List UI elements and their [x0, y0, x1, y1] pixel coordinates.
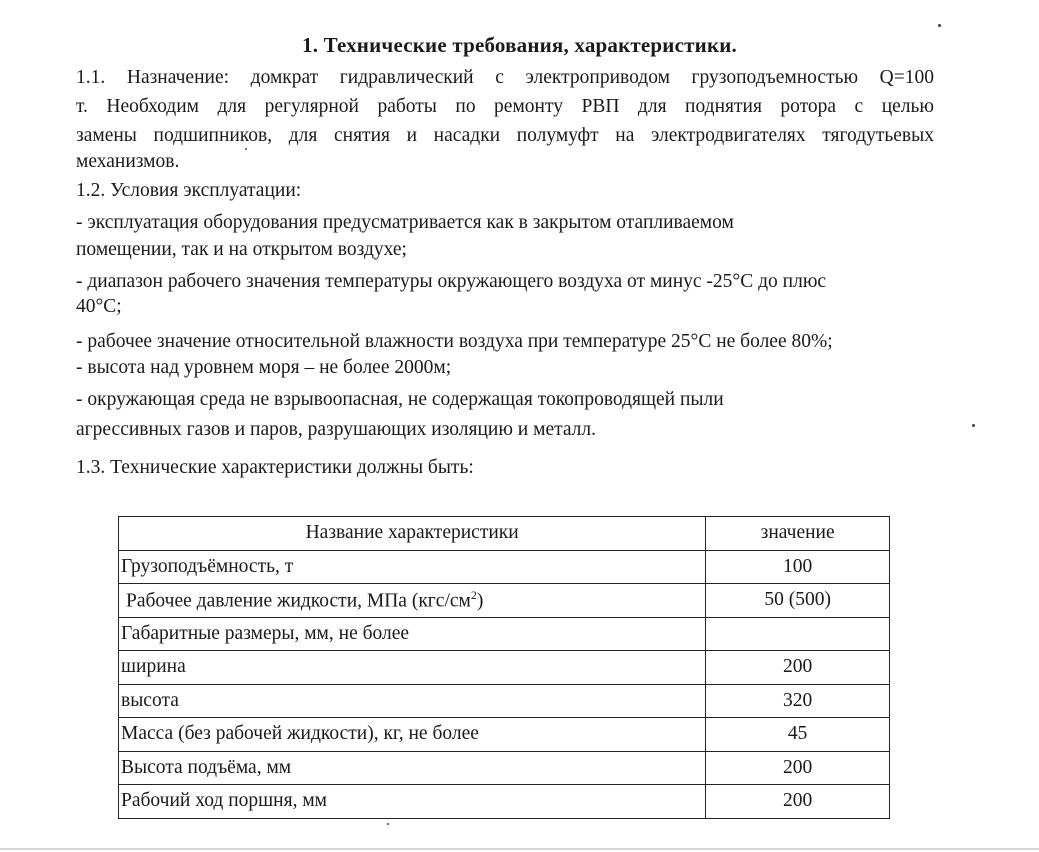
row-name-cell: высота [119, 684, 706, 718]
row-value-cell: 200 [706, 751, 890, 785]
scan-speck [938, 24, 941, 27]
row-value-cell: 320 [706, 684, 890, 718]
table-row [119, 718, 890, 752]
condition-line-2: помещении, так и на открытом воздухе; [76, 239, 407, 260]
table-row [119, 584, 890, 618]
header-name-cell: Название характеристики [119, 517, 706, 551]
condition-line-4: 40°С; [76, 296, 122, 317]
row-name-cell: Габаритные размеры, мм, не более [119, 617, 706, 651]
purpose-line-4: механизмов. [76, 151, 180, 172]
row-name-tail: ) [476, 590, 484, 612]
header-value-cell: значение [706, 517, 890, 551]
specs-heading: 1.3. Технические характеристики должны быть: [76, 457, 474, 478]
row-value-cell: 200 [706, 651, 890, 685]
section-title: 1. Технические требования, характеристики. [302, 33, 737, 57]
purpose-line-3: замены подшипников, для снятия и насадки полумуфт на электродвигателях тягодутьевых [76, 125, 934, 146]
row-value-cell: 45 [706, 718, 890, 752]
row-value-cell [706, 617, 890, 651]
scan-speck [387, 823, 389, 825]
scan-edge [0, 848, 1039, 850]
row-name-cell: Масса (без рабочей жидкости), кг, не более [119, 718, 706, 752]
row-name-cell: ширина [119, 651, 706, 685]
row-name-text: Рабочее давление жидкости, МПа (кгс/см [126, 590, 471, 612]
table-row [119, 751, 890, 785]
purpose-line-1: 1.1. Назначение: домкрат гидравлический с электроприводом грузоподъемностью Q=100 [76, 67, 934, 88]
condition-line-7: - окружающая среда не взрывоопасная, не содержащая токопроводящей пыли [76, 389, 724, 410]
condition-line-1: - эксплуатация оборудования предусматривается как в закрытом отапливаемом [76, 212, 734, 233]
row-name-cell: Рабочий ход поршня, мм [119, 785, 706, 819]
condition-line-5: - рабочее значение относительной влажности воздуха при температуре 25°С не более 80%; [76, 331, 833, 352]
specs-table [118, 516, 890, 819]
purpose-line-2: т. Необходим для регулярной работы по ремонту РВП для поднятия ротора с целью [76, 96, 934, 117]
scan-speck [972, 424, 975, 427]
row-name-cell: Грузоподъёмность, т [119, 550, 706, 584]
scan-speck [245, 148, 247, 150]
row-value-cell: 50 (500) [706, 584, 890, 618]
table-row [119, 550, 890, 584]
row-name-cell: Высота подъёма, мм [119, 751, 706, 785]
condition-line-6: - высота над уровнем моря – не более 2000м; [76, 357, 452, 378]
superscript: 2 [470, 588, 477, 602]
condition-line-8: агрессивных газов и паров, разрушающих изоляцию и металл. [76, 419, 597, 440]
table-row [119, 617, 890, 651]
conditions-heading: 1.2. Условия эксплуатации: [76, 180, 302, 201]
table-row [119, 684, 890, 718]
table-row [119, 785, 890, 819]
row-value-cell: 100 [706, 550, 890, 584]
table-header-row [119, 517, 890, 551]
row-value-cell: 200 [706, 785, 890, 819]
row-name-cell [119, 584, 706, 618]
table-row [119, 651, 890, 685]
condition-line-3: - диапазон рабочего значения температуры окружающего воздуха от минус -25°С до плюс [76, 271, 827, 292]
